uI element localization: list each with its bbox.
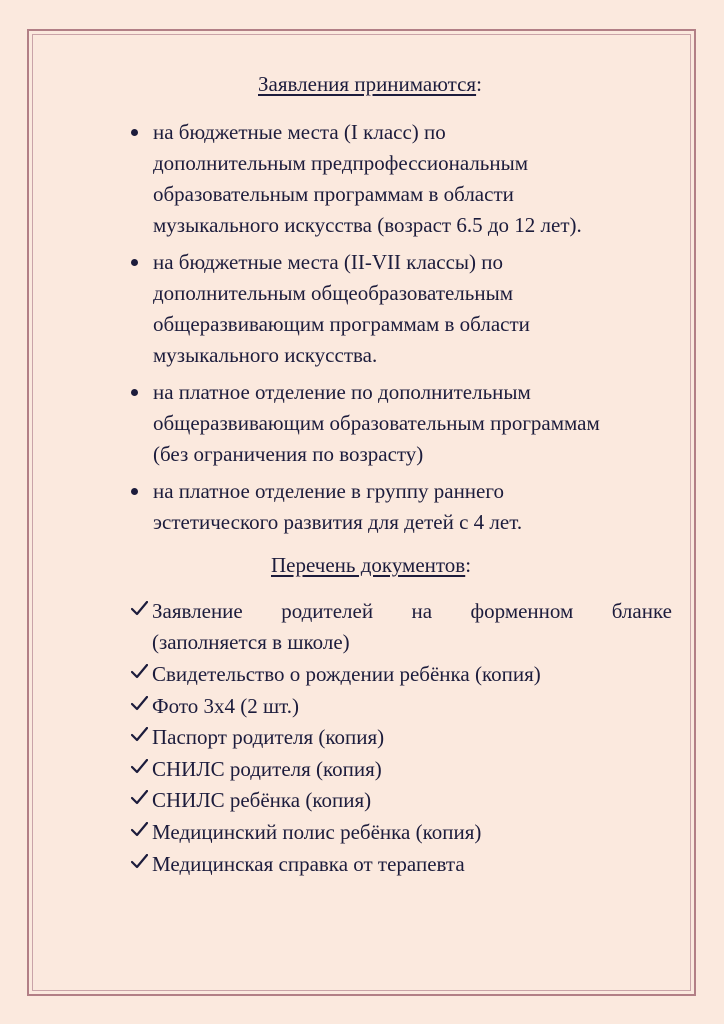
list-item-text: Фото 3х4 (2 шт.) (152, 694, 299, 718)
list-item-text: на платное отделение по дополнительным общеразвивающим образовательным программам (без ограничения по возрасту) (153, 380, 600, 466)
checkmark-icon (131, 759, 148, 774)
checkmark-icon (131, 664, 148, 679)
section-heading-documents-text: Перечень документов (271, 553, 466, 577)
word: Заявление (152, 599, 243, 623)
word: на (411, 599, 433, 623)
section-heading-applications-colon: : (476, 72, 482, 96)
justified-line (152, 596, 672, 627)
checkmark-icon (131, 854, 148, 869)
list-item-text: СНИЛС ребёнка (копия) (152, 788, 372, 812)
section-heading-documents-colon: : (465, 553, 472, 577)
section-heading-applications (258, 72, 482, 96)
continuation-line: (заполняется в школе) (152, 630, 350, 654)
word: бланке (611, 599, 672, 623)
section-heading-documents (271, 553, 471, 577)
list-item-text (152, 596, 672, 658)
checkmark-icon (131, 727, 148, 742)
list-item-text: на платное отделение в группу раннего эстетического развития для детей с 4 лет. (153, 479, 523, 534)
list-item-text: СНИЛС родителя (копия) (152, 757, 382, 781)
section-heading-applications-text: Заявления принимаются (258, 72, 477, 96)
bullet-dot-icon (131, 389, 138, 396)
checkmark-icon (131, 790, 148, 805)
list-item-text: Свидетельство о рождении ребёнка (копия) (152, 662, 541, 686)
bullet-dot-icon (131, 488, 138, 495)
checkmark-icon (131, 696, 148, 711)
bullet-dot-icon (131, 259, 138, 266)
word: форменном (470, 599, 574, 623)
checkmark-icon (131, 601, 148, 616)
list-item-text: на бюджетные места (II-VII классы) по дополнительным общеобразовательным общеразвивающим программам в области музыкального искусства. (153, 250, 530, 367)
list-item-text: Паспорт родителя (копия) (152, 725, 385, 749)
list-item-text: Медицинский полис ребёнка (копия) (152, 820, 482, 844)
list-item-text: на бюджетные места (I класс) по дополнительным предпрофессиональным образовательным программам в области музыкального искусства (возраст 6.5 до 12 лет). (153, 120, 582, 237)
checkmark-icon (131, 822, 148, 837)
word: родителей (281, 599, 374, 623)
bullet-dot-icon (131, 129, 138, 136)
list-item-text: Медицинская справка от терапевта (152, 852, 465, 876)
